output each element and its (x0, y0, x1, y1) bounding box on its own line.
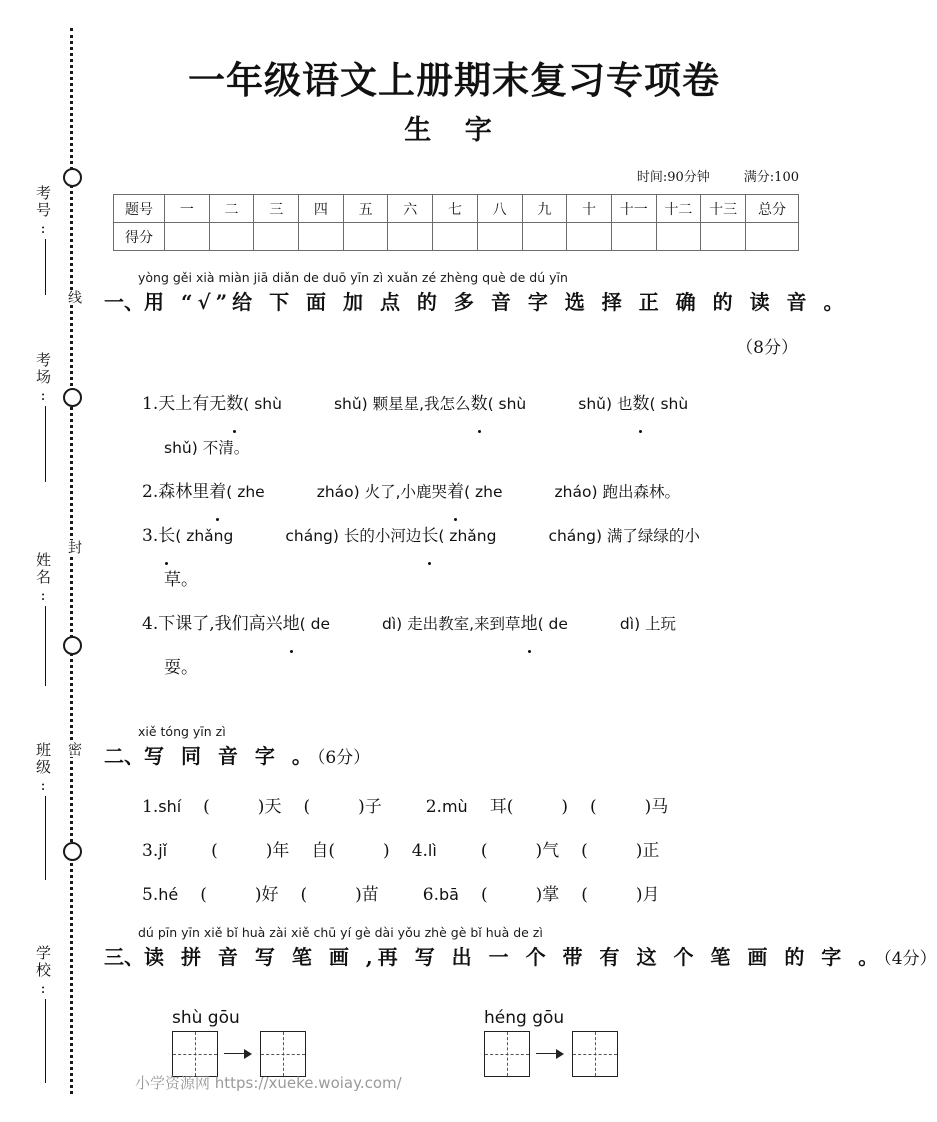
section-two-title (104, 740, 841, 769)
q1-item-4-dotted-char-1: 地 (283, 602, 300, 646)
q1-item-3-dotted-char-1: 长 (158, 514, 175, 558)
seal-field-exam-room[interactable] (24, 352, 54, 482)
q1-item-1-number: 1. (142, 394, 159, 414)
q1-item-2-dotted-char-2: 着 (447, 470, 464, 514)
q1-item-2-option-2b[interactable]: zháo) 跑出森林。 (554, 483, 680, 501)
section-three-pinyin: dú pīn yīn xiě bǐ huà zài xiě chū yí gè dài yǒu zhè gè bǐ huà de zì (138, 925, 543, 940)
section-one (104, 270, 849, 358)
q1-item-1-dotted-char-2: 数 (471, 382, 488, 426)
q2-item-1-blank-1[interactable]: ( ) (203, 797, 265, 817)
q1-item-2-option-2a[interactable]: ( zhe (464, 483, 503, 501)
section-one-title-text: 用 “√”给 下 面 加 点 的 多 音 字 选 择 正 确 的 读 音 。 (144, 290, 849, 314)
q2-item-3-number: 3. (142, 841, 159, 861)
seal-field-exam-room-rule (44, 406, 46, 482)
q2-item-3-char-1: 年 (272, 841, 290, 861)
tianzige-box-1[interactable] (172, 1031, 218, 1077)
section-one-items (104, 382, 841, 690)
q2-item-6-number: 6. (422, 885, 440, 905)
score-table-header-row (114, 195, 799, 223)
score-cell-12[interactable] (656, 223, 701, 251)
arrow-icon-1 (224, 1048, 254, 1060)
stroke-row-heng-gou (484, 1031, 618, 1077)
score-cell-5[interactable] (343, 223, 388, 251)
score-cell-4[interactable] (299, 223, 344, 251)
seal-field-exam-number-label: 考号: (34, 185, 52, 239)
full-score-label: 满分:100 (743, 170, 799, 185)
seal-field-class[interactable] (24, 742, 54, 880)
q1-item-2-number: 2. (142, 482, 159, 502)
score-table-question-label: 题号 (114, 195, 165, 223)
q1-item-3-option-2b[interactable]: cháng) 满了绿绿的小 (548, 527, 700, 545)
q1-item-2-text-a: 森林里 (158, 482, 210, 502)
seal-circle-2 (63, 388, 82, 407)
q1-item-4-dotted-char-2: 地 (521, 602, 538, 646)
q1-item-1-option-1b[interactable]: shǔ) 颗星星,我怎么 (333, 395, 471, 413)
section-three-title (104, 941, 937, 970)
score-cell-10[interactable] (567, 223, 612, 251)
q2-item-1-char-2: 子 (364, 797, 382, 817)
seal-field-exam-number[interactable] (24, 185, 54, 295)
section-three-score: （4分） (883, 949, 937, 969)
section-three (104, 925, 937, 970)
section-two-number: 二、 (104, 744, 144, 768)
seal-margin (0, 0, 104, 1122)
seal-word-feng: 封 (60, 540, 82, 555)
score-cell-8[interactable] (477, 223, 522, 251)
q1-item-4-number: 4. (142, 614, 159, 634)
score-cell-3[interactable] (254, 223, 299, 251)
seal-word-mi: 密 (60, 742, 82, 757)
watermark: 小学资源网 https://xueke.woiay.com/ (135, 1074, 402, 1092)
score-table-col-2: 二 (209, 195, 254, 223)
q2-item-6-char-1: 掌 (542, 885, 560, 905)
q2-item-3-char-2: 自 (311, 841, 329, 861)
q2-item-5-char-2: 苗 (361, 885, 379, 905)
exam-sheet (104, 0, 937, 1122)
q2-item-3-blank-2[interactable]: ( ) (328, 841, 390, 861)
q2-row-2 (142, 829, 841, 873)
score-table-col-3: 三 (254, 195, 299, 223)
seal-field-name-label: 姓名: (34, 552, 52, 606)
section-two-title-text: 写 同 音 字 。 (144, 744, 317, 768)
q1-item-2 (142, 470, 841, 514)
section-one-number: 一、 (104, 290, 144, 314)
q2-item-1-blank-2[interactable]: ( ) (303, 797, 365, 817)
q2-item-4-blank-1[interactable]: ( ) (480, 841, 543, 861)
section-three-title-text: 读 拼 音 写 笔 画 ,再 写 出 一 个 带 有 这 个 笔 画 的 字 。 (144, 945, 884, 969)
q2-item-5-pinyin: hé (158, 885, 179, 904)
q2-item-2-blank-1[interactable]: ( ) (506, 797, 568, 817)
score-table-col-5: 五 (343, 195, 388, 223)
stroke-group-shu-gou (172, 1008, 306, 1077)
tianzige-box-2[interactable] (260, 1031, 306, 1077)
q1-item-4-line2: 耍。 (164, 658, 198, 678)
seal-field-school[interactable] (24, 945, 54, 1083)
score-table-total-label: 总分 (746, 195, 799, 223)
q1-item-1-option-2b[interactable]: shǔ) 也 (578, 395, 633, 413)
score-cell-13[interactable] (701, 223, 746, 251)
q2-item-6-char-2: 月 (642, 885, 660, 905)
q1-item-2-option-1a[interactable]: ( zhe (226, 483, 265, 501)
score-cell-2[interactable] (209, 223, 254, 251)
section-one-title (104, 286, 849, 315)
q1-item-2-dotted-char-1: 着 (209, 470, 226, 514)
q2-item-4-char-2: 正 (642, 841, 660, 861)
q2-item-5-blank-1[interactable]: ( ) (200, 885, 262, 905)
q1-item-2-option-1b[interactable]: zháo) 火了,小鹿哭 (316, 483, 448, 501)
stroke-label-shu-gou: shù gōu (172, 1008, 240, 1028)
score-cell-6[interactable] (388, 223, 433, 251)
section-one-pinyin: yòng gěi xià miàn jiā diǎn de duō yīn zì xuǎn zé zhèng què de dú yīn (138, 270, 568, 285)
q2-item-5-number: 5. (142, 885, 159, 905)
seal-word-xian: 线 (60, 290, 82, 305)
q2-item-4-pinyin: lì (427, 841, 437, 860)
q1-item-1-option-2a[interactable]: ( shù (487, 395, 527, 413)
score-cell-9[interactable] (522, 223, 567, 251)
q2-item-6-blank-1[interactable]: ( ) (480, 885, 543, 905)
q1-item-4-option-1a[interactable]: ( de (299, 615, 330, 633)
tianzige-box-4[interactable] (572, 1031, 618, 1077)
q1-item-1-line2 (164, 426, 841, 470)
stroke-row-shu-gou (172, 1031, 306, 1077)
q2-item-5-blank-2[interactable]: ( ) (300, 885, 362, 905)
q2-row-1 (142, 785, 841, 829)
stroke-label-heng-gou: héng gōu (484, 1008, 565, 1028)
seal-field-name-rule (44, 606, 46, 686)
q1-item-4-text-a: 下课了,我们高兴 (158, 614, 283, 634)
score-cell-11[interactable] (611, 223, 656, 251)
q1-item-1-option-1a[interactable]: ( shù (243, 395, 282, 413)
q2-item-4-blank-2[interactable]: ( ) (581, 841, 643, 861)
score-table-col-11: 十一 (611, 195, 656, 223)
score-cell-1[interactable] (165, 223, 210, 251)
score-table-score-row (114, 223, 799, 251)
score-table-score-label: 得分 (114, 223, 165, 251)
q2-item-1-pinyin: shí (158, 797, 182, 816)
q2-item-2-blank-2[interactable]: ( ) (589, 797, 652, 817)
q1-item-3-line2: 草。 (164, 570, 198, 590)
score-table-col-4: 四 (299, 195, 344, 223)
score-table-col-8: 八 (477, 195, 522, 223)
q2-item-5-char-1: 好 (261, 885, 279, 905)
seal-field-class-label: 班级: (34, 742, 52, 796)
tianzige-box-3[interactable] (484, 1031, 530, 1077)
section-three-number: 三、 (104, 945, 144, 969)
score-table-col-7: 七 (433, 195, 478, 223)
q1-item-3-number: 3. (142, 526, 159, 546)
score-cell-7[interactable] (433, 223, 478, 251)
section-two-pinyin: xiě tóng yīn zì (138, 724, 226, 739)
section-two-rows (104, 785, 841, 917)
q2-item-2-number: 2. (425, 797, 442, 817)
q2-item-2-char-2: 马 (651, 797, 669, 817)
section-two-score: （6分） (316, 748, 371, 768)
q1-item-4-option-1b[interactable]: dì) 走出教室,来到草 (382, 615, 521, 633)
seal-circle-1 (63, 168, 82, 187)
score-table-col-1: 一 (165, 195, 210, 223)
stroke-group-heng-gou (484, 1008, 618, 1077)
score-table (113, 194, 799, 251)
seal-circle-3 (63, 636, 82, 655)
q1-item-1-option-3a[interactable]: ( shù (649, 395, 689, 413)
seal-field-name[interactable] (24, 552, 54, 686)
seal-circle-4 (63, 842, 82, 861)
q2-item-6-blank-2[interactable]: ( ) (581, 885, 643, 905)
q1-item-1-line1 (142, 382, 841, 426)
q2-item-1-char-1: 天 (264, 797, 282, 817)
q2-item-3-blank-1[interactable]: ( ) (211, 841, 273, 861)
exam-meta (637, 166, 799, 185)
score-table-col-6: 六 (388, 195, 433, 223)
score-table-col-13: 十三 (701, 195, 746, 223)
q2-row-3 (142, 873, 841, 917)
q2-item-3-pinyin: jǐ (158, 841, 168, 860)
q2-item-2-pinyin: mù (441, 797, 468, 816)
q1-item-3-dotted-char-2: 长 (421, 514, 438, 558)
seal-field-class-rule (44, 796, 46, 880)
arrow-icon-2 (536, 1048, 566, 1060)
q1-item-4-option-2b[interactable]: dì) 上玩 (619, 615, 677, 633)
seal-dotted-line (70, 28, 73, 1094)
seal-field-exam-room-label: 考场: (34, 352, 52, 406)
q1-item-1-dotted-char-3: 数 (632, 382, 649, 426)
score-cell-total[interactable] (746, 223, 799, 251)
section-one-score: （8分） (736, 338, 798, 358)
q2-item-6-pinyin: bā (439, 885, 459, 904)
q1-item-3-option-1b[interactable]: cháng) 长的小河边 (285, 527, 422, 545)
q1-item-1-option-3b[interactable]: shǔ) 不清。 (164, 439, 250, 457)
score-table-col-10: 十 (567, 195, 612, 223)
q1-item-1-dotted-char-1: 数 (226, 382, 243, 426)
section-two (104, 724, 841, 769)
seal-field-school-rule (44, 999, 46, 1083)
q2-item-2-char-1: 耳 (489, 797, 507, 817)
page-title: 一年级语文上册期末复习专项卷 (188, 58, 720, 102)
q1-item-3-line1 (142, 514, 841, 558)
q1-item-4-line1 (142, 602, 841, 646)
seal-field-school-label: 学校: (34, 945, 52, 999)
q1-item-1-text-a: 天上有无 (158, 394, 227, 414)
q1-item-4-option-2a[interactable]: ( de (537, 615, 568, 633)
q2-item-1-number: 1. (142, 797, 159, 817)
time-limit-label: 时间:90分钟 (636, 170, 710, 185)
score-table-col-9: 九 (522, 195, 567, 223)
seal-field-exam-number-rule (44, 239, 46, 295)
q1-item-3-option-1a[interactable]: ( zhǎng (175, 527, 234, 545)
score-table-col-12: 十二 (656, 195, 701, 223)
q2-item-4-char-1: 气 (542, 841, 560, 861)
page-subtitle: 生 字 (404, 115, 504, 146)
q2-item-4-number: 4. (411, 841, 428, 861)
q1-item-3-option-2a[interactable]: ( zhǎng (438, 527, 497, 545)
